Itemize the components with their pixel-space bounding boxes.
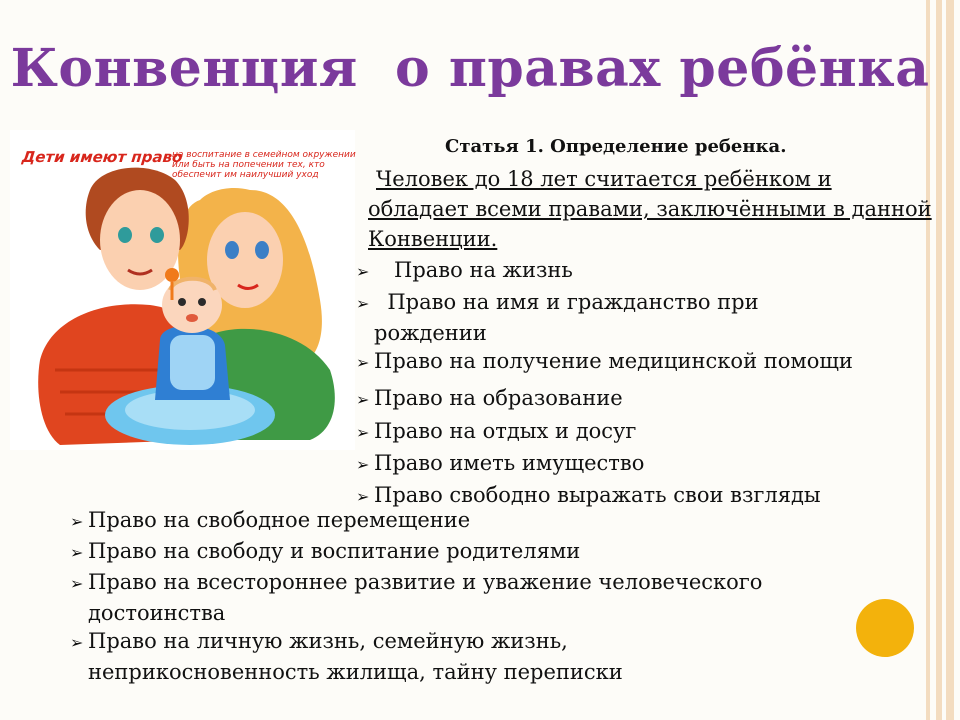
poster-caption: Дети имеют право: [21, 148, 184, 166]
arrow-bullet-icon: ➢: [70, 543, 84, 562]
arrow-bullet-icon: ➢: [356, 455, 370, 474]
list-item: ➢ Право на отдых и досуг: [356, 416, 636, 448]
decorative-orange-circle: [856, 599, 914, 657]
article-text-content: Человек до 18 лет считается ребёнком и обладает всеми правами, заключёнными в данной Конвенции.: [368, 167, 932, 251]
list-item: ➢ Право иметь имущество: [356, 448, 644, 480]
arrow-bullet-icon: ➢: [356, 390, 370, 409]
list-item-continuation: рождении: [374, 321, 487, 345]
article-text: [368, 164, 938, 254]
decorative-stripes: [920, 0, 960, 720]
arrow-bullet-icon: ➢: [356, 487, 370, 506]
list-item: ➢ Право на имя и гражданство при: [356, 287, 759, 319]
list-item: ➢ Право свободно выражать свои взгляды: [356, 480, 821, 512]
arrow-bullet-icon: ➢: [70, 512, 84, 531]
slide-title: Конвенция о правах ребёнка: [10, 38, 930, 99]
arrow-bullet-icon: ➢: [356, 262, 370, 281]
list-item: ➢ Право на жизнь: [356, 255, 573, 287]
poster-subtext: на воспитание в семейном окружении или быть на попечении тех, кто обеспечит им наилучший уход: [172, 150, 356, 180]
arrow-bullet-icon: ➢: [356, 294, 370, 313]
list-item: ➢ Право на всестороннее развитие и уважение человеческого: [70, 567, 762, 599]
list-item-continuation: достоинства: [88, 601, 226, 625]
arrow-bullet-icon: ➢: [70, 633, 84, 652]
article-heading: Статья 1. Определение ребенка.: [445, 136, 787, 157]
list-item: ➢ Право на образование: [356, 383, 623, 415]
arrow-bullet-icon: ➢: [356, 353, 370, 372]
list-item-continuation: неприкосновенность жилища, тайну переписки: [88, 660, 623, 684]
list-item: ➢ Право на получение медицинской помощи: [356, 346, 853, 378]
arrow-bullet-icon: ➢: [356, 423, 370, 442]
list-item: ➢ Право на свободу и воспитание родителями: [70, 536, 580, 568]
list-item: ➢ Право на свободное перемещение: [70, 505, 470, 537]
list-item: ➢ Право на личную жизнь, семейную жизнь,: [70, 626, 568, 658]
arrow-bullet-icon: ➢: [70, 574, 84, 593]
